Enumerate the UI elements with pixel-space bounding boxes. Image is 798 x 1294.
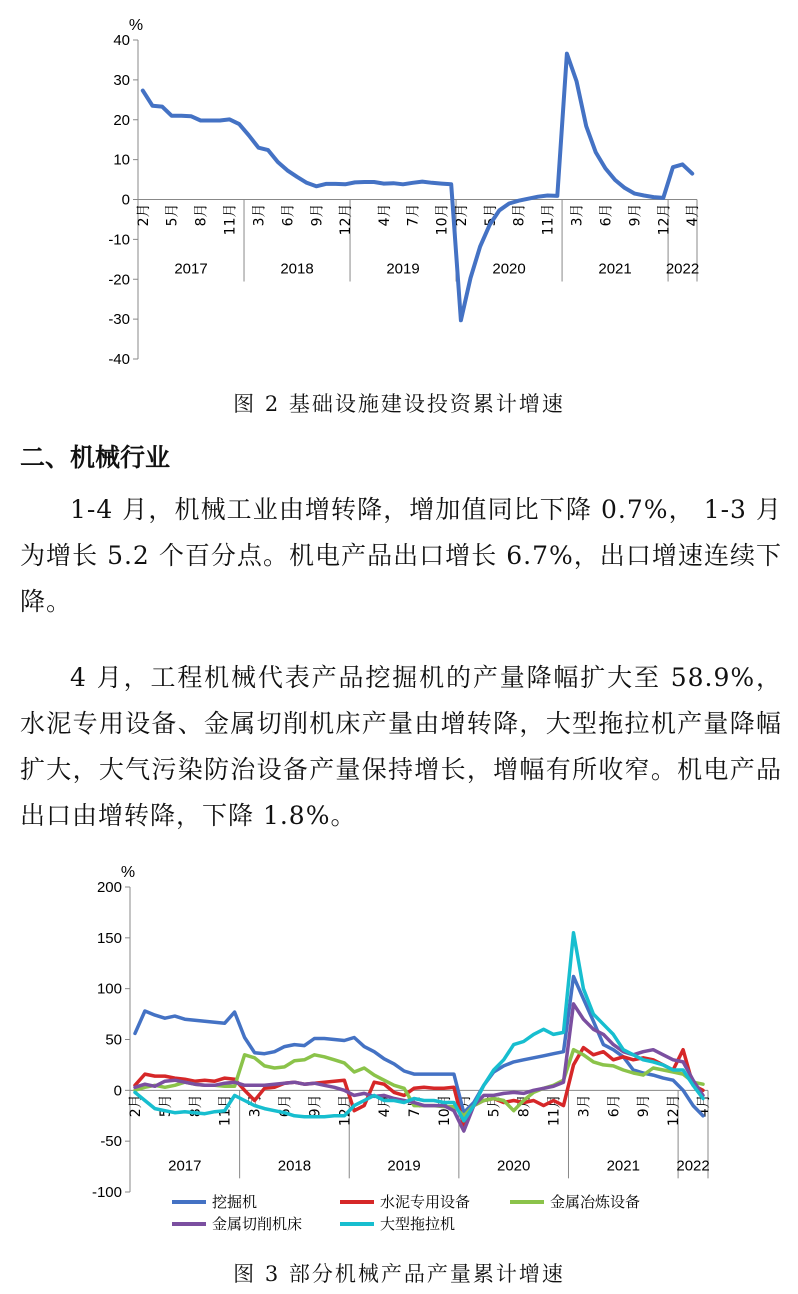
legend-label: 挖掘机 <box>212 1193 258 1211</box>
month-tick-label: 8月 <box>187 1094 204 1118</box>
month-tick-label: 6月 <box>277 1094 294 1118</box>
month-tick-label: 9月 <box>627 203 644 227</box>
y-tick-label: 10 <box>113 151 130 169</box>
figure2-caption: 图 2 基础设施建设投资累计增速 <box>233 392 565 416</box>
year-label: 2018 <box>277 1157 312 1175</box>
month-tick-label: 7月 <box>407 1094 424 1118</box>
year-label: 2018 <box>280 260 314 278</box>
paragraph-2: 4 月，工程机械代表产品挖掘机的产量降幅扩大至 58.9%，水泥专用设备、金属切削机床产量由增转降，大型拖拉机产量降幅扩大，大气污染防治设备产量保持增长，增幅有所收窄。机电产品出口由增转降，下降 1.8%。 <box>20 663 782 830</box>
month-tick-label: 4月 <box>377 1094 394 1118</box>
month-tick-label: 11月 <box>540 203 557 236</box>
month-tick-label: 5月 <box>164 203 181 227</box>
chart2-svg <box>0 862 798 1242</box>
month-tick-label: 9月 <box>636 1094 653 1118</box>
year-label: 2022 <box>676 1157 710 1175</box>
month-tick-label: 3月 <box>251 203 268 227</box>
series-line-5 <box>135 933 703 1121</box>
month-tick-label: 4月 <box>685 203 702 227</box>
y-axis-unit: % <box>128 17 144 34</box>
month-tick-label: 8月 <box>511 203 528 227</box>
year-label: 2022 <box>665 260 700 278</box>
y-tick-label: 100 <box>96 980 122 998</box>
year-label: 2019 <box>386 260 420 278</box>
y-tick-label: 40 <box>113 32 130 49</box>
y-tick-label: 50 <box>105 1031 122 1049</box>
month-tick-label: 12月 <box>656 203 673 236</box>
month-tick-label: 2月 <box>135 203 152 227</box>
month-tick-label: 10月 <box>436 1094 453 1127</box>
month-tick-label: 12月 <box>338 203 355 236</box>
month-tick-label: 2月 <box>453 203 470 227</box>
machinery-output-chart <box>0 862 798 1242</box>
month-tick-label: 7月 <box>405 203 422 227</box>
month-tick-label: 8月 <box>516 1094 533 1118</box>
month-tick-label: 11月 <box>546 1094 563 1127</box>
month-tick-label: 4月 <box>376 203 393 227</box>
legend-label: 大型拖拉机 <box>380 1215 456 1233</box>
month-tick-label: 6月 <box>598 203 615 227</box>
month-tick-label: 9月 <box>307 1094 324 1118</box>
y-tick-label: -10 <box>108 231 130 249</box>
year-label: 2020 <box>492 260 526 278</box>
month-tick-label: 6月 <box>606 1094 623 1118</box>
y-tick-label: 20 <box>113 111 130 129</box>
month-tick-label: 2月 <box>127 1094 144 1118</box>
chart1-svg <box>0 0 798 380</box>
legend-label: 水泥专用设备 <box>380 1193 471 1211</box>
year-label: 2021 <box>598 260 632 278</box>
section-heading: 二、机械行业 <box>20 443 171 472</box>
year-label: 2021 <box>606 1157 640 1175</box>
month-tick-label: 11月 <box>217 1094 234 1127</box>
month-tick-label: 5月 <box>486 1094 503 1118</box>
paragraph-1: 1-4 月，机械工业由增转降，增加值同比下降 0.7%， 1-3 月为增长 5.2 个百分点。机电产品出口增长 6.7%，出口增速连续下降。 <box>20 495 782 616</box>
y-tick-label: -40 <box>108 351 130 368</box>
month-tick-label: 12月 <box>666 1094 683 1127</box>
y-tick-label: 0 <box>113 1082 122 1100</box>
month-tick-label: 3月 <box>247 1094 264 1118</box>
y-tick-label: 30 <box>113 71 130 89</box>
figure3-caption: 图 3 部分机械产品产量累计增速 <box>233 1262 565 1286</box>
y-tick-label: 0 <box>121 191 130 209</box>
y-tick-label: -50 <box>100 1133 122 1151</box>
month-tick-label: 3月 <box>569 203 586 227</box>
series-line-1 <box>143 54 692 321</box>
legend-label: 金属冶炼设备 <box>550 1193 641 1211</box>
month-tick-label: 8月 <box>193 203 210 227</box>
year-label: 2020 <box>496 1157 531 1175</box>
y-tick-label: -30 <box>108 311 130 329</box>
month-tick-label: 5月 <box>157 1094 174 1118</box>
y-tick-label: -100 <box>91 1184 122 1201</box>
month-tick-label: 2月 <box>456 1094 473 1118</box>
month-tick-label: 6月 <box>280 203 297 227</box>
year-label: 2019 <box>387 1157 421 1175</box>
y-tick-label: 200 <box>96 879 122 896</box>
infrastructure-investment-chart <box>0 0 798 380</box>
legend-label: 金属切削机床 <box>212 1215 303 1233</box>
y-axis-unit: % <box>120 864 136 881</box>
month-tick-label: 11月 <box>222 203 239 236</box>
year-label: 2017 <box>174 260 208 278</box>
month-tick-label: 10月 <box>434 203 451 236</box>
month-tick-label: 9月 <box>309 203 326 227</box>
month-tick-label: 4月 <box>696 1094 713 1118</box>
month-tick-label: 5月 <box>482 203 499 227</box>
month-tick-label: 3月 <box>576 1094 593 1118</box>
month-tick-label: 12月 <box>337 1094 354 1127</box>
year-label: 2017 <box>168 1157 202 1175</box>
y-tick-label: 150 <box>96 929 122 947</box>
y-tick-label: -20 <box>108 271 130 289</box>
